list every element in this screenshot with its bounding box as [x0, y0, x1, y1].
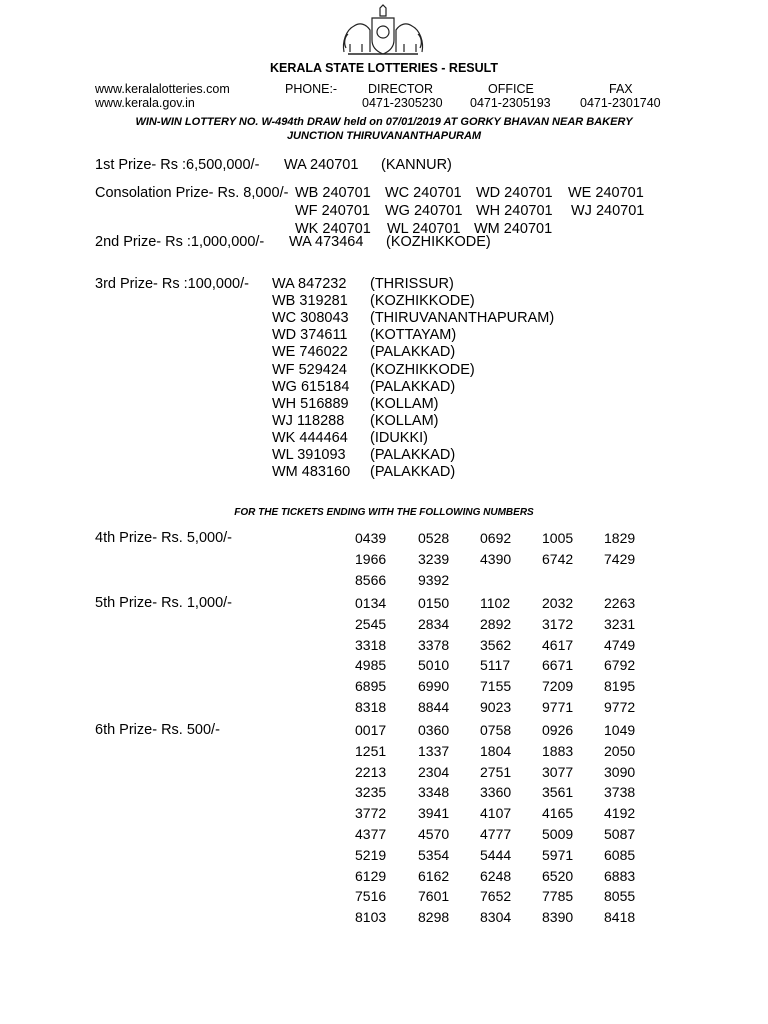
third-prize-ticket: WD 374611 — [272, 327, 348, 344]
third-prize-place: (KOZHIKKODE) — [370, 293, 475, 310]
sixth-prize-number: 3235 — [355, 784, 387, 801]
second-prize-place: (KOZHIKKODE) — [386, 234, 491, 250]
sixth-prize-number: 1883 — [542, 742, 574, 759]
fifth-prize-number: 3318 — [355, 636, 387, 653]
sixth-prize-number: 7652 — [480, 888, 512, 905]
director-label: DIRECTOR — [368, 82, 434, 96]
sixth-prize-number: 2050 — [604, 742, 636, 759]
consolation-prize-label: Consolation Prize- Rs. 8,000/- — [95, 185, 289, 201]
sixth-prize-number: 3941 — [418, 805, 450, 822]
sixth-prize-number: 3077 — [542, 763, 574, 780]
fourth-prize-number: 9392 — [418, 571, 450, 588]
consolation-ticket: WC 240701 — [385, 185, 462, 201]
third-prize-place: (PALAKKAD) — [370, 447, 456, 463]
sixth-prize-number: 8418 — [604, 909, 636, 926]
sixth-prize-number: 5971 — [542, 846, 574, 863]
sixth-prize-number: 0926 — [542, 722, 574, 738]
sixth-prize-number: 5219 — [355, 846, 387, 863]
second-prize-label: 2nd Prize- Rs :1,000,000/- — [95, 234, 265, 250]
third-prize-ticket: WH 516889 — [272, 395, 349, 412]
fifth-prize-number: 4985 — [355, 657, 387, 674]
third-prize-ticket: WB 319281 — [272, 293, 348, 310]
fourth-prize-number: 1005 — [542, 530, 574, 546]
first-prize-ticket: WA 240701 — [284, 157, 359, 173]
fourth-prize-number: 1966 — [355, 550, 387, 567]
sixth-prize-number: 5444 — [480, 846, 512, 863]
sixth-prize-number: 7516 — [355, 888, 387, 905]
fifth-prize-number: 8318 — [355, 699, 387, 715]
fifth-prize-number: 5010 — [418, 657, 450, 674]
second-prize-ticket: WA 473464 — [289, 234, 364, 250]
fax-label: FAX — [609, 82, 633, 96]
consolation-ticket: WE 240701 — [568, 185, 644, 201]
sixth-prize-number: 2213 — [355, 763, 387, 780]
fourth-prize-number: 6742 — [542, 550, 574, 567]
sixth-prize-number: 6162 — [418, 867, 450, 884]
fifth-prize-number: 3231 — [604, 615, 636, 632]
sixth-prize-number: 1337 — [418, 742, 450, 759]
sixth-prize-number: 0758 — [480, 722, 512, 738]
sixth-prize-number: 7601 — [418, 888, 450, 905]
fifth-prize-number: 9771 — [542, 699, 574, 715]
fifth-prize-number: 6895 — [355, 678, 387, 695]
fifth-prize-number: 3562 — [480, 636, 512, 653]
fourth-prize-number: 0528 — [418, 530, 450, 546]
consolation-ticket: WJ 240701 — [571, 203, 645, 219]
sixth-prize-number: 3738 — [604, 784, 636, 801]
fifth-prize-number: 5117 — [480, 657, 511, 674]
sixth-prize-number: 4107 — [480, 805, 512, 822]
fourth-prize-number: 3239 — [418, 550, 450, 567]
sixth-prize-number: 5354 — [418, 846, 450, 863]
first-prize-place: (KANNUR) — [381, 157, 452, 173]
sixth-prize-number: 3348 — [418, 784, 450, 801]
office-label: OFFICE — [488, 82, 534, 96]
fifth-prize-number: 9023 — [480, 699, 512, 715]
third-prize-place: (KOLLAM) — [370, 395, 439, 412]
third-prize-ticket: WC 308043 — [272, 310, 349, 327]
fifth-prize-number: 6792 — [604, 657, 636, 674]
sixth-prize-number: 6520 — [542, 867, 574, 884]
sixth-prize-number: 8055 — [604, 888, 636, 905]
sixth-prize-number: 4777 — [480, 826, 512, 842]
fifth-prize-number: 4749 — [604, 636, 636, 653]
consolation-ticket: WD 240701 — [476, 185, 553, 201]
sixth-prize-number: 6085 — [604, 846, 636, 863]
sixth-prize-number: 3561 — [542, 784, 574, 801]
third-prize-ticket: WG 615184 — [272, 378, 350, 395]
sixth-prize-label: 6th Prize- Rs. 500/- — [95, 722, 220, 738]
sixth-prize-number: 6248 — [480, 867, 512, 884]
sixth-prize-number: 8298 — [418, 909, 450, 926]
sixth-prize-number: 3360 — [480, 784, 512, 801]
third-prize-place: (KOLLAM) — [370, 412, 439, 429]
sixth-prize-number: 8103 — [355, 909, 387, 926]
fourth-prize-number: 0692 — [480, 530, 512, 546]
third-prize-place: (KOZHIKKODE) — [370, 361, 475, 378]
sixth-prize-number: 3090 — [604, 763, 636, 780]
fifth-prize-number: 6671 — [542, 657, 574, 674]
third-prize-ticket: WM 483160 — [272, 464, 351, 481]
consolation-ticket: WK 240701 — [295, 221, 371, 237]
third-prize-place: (THRISSUR) — [370, 276, 454, 292]
fifth-prize-number: 8844 — [418, 699, 450, 715]
sixth-prize-number: 4377 — [355, 826, 387, 842]
page-title: KERALA STATE LOTTERIES - RESULT — [269, 61, 498, 75]
fifth-prize-number: 2834 — [418, 615, 450, 632]
third-prize-ticket: WF 529424 — [272, 361, 347, 378]
fourth-prize-label: 4th Prize- Rs. 5,000/- — [95, 530, 232, 546]
office-phone: 0471-2305193 — [470, 96, 551, 110]
fifth-prize-number: 4617 — [542, 636, 574, 653]
fifth-prize-label: 5th Prize- Rs. 1,000/- — [95, 595, 232, 611]
first-prize-label: 1st Prize- Rs :6,500,000/- — [95, 157, 260, 173]
sixth-prize-number: 1251 — [355, 742, 387, 759]
third-prize-ticket: WK 444464 — [272, 429, 348, 446]
fourth-prize-number: 4390 — [480, 550, 512, 567]
sixth-prize-number: 8304 — [480, 909, 512, 926]
fourth-prize-number: 0439 — [355, 530, 387, 546]
consolation-ticket: WL 240701 — [387, 221, 461, 237]
fourth-prize-number: 8566 — [355, 571, 387, 588]
fifth-prize-number: 2545 — [355, 615, 387, 632]
consolation-ticket: WB 240701 — [295, 185, 371, 201]
website-link-1[interactable]: www.keralalotteries.com — [95, 82, 230, 96]
fifth-prize-number: 0150 — [418, 595, 450, 611]
consolation-ticket: WF 240701 — [295, 203, 370, 219]
draw-info-line-2: JUNCTION THIRUVANANTHAPURAM — [286, 130, 482, 142]
sixth-prize-number: 4192 — [604, 805, 636, 822]
third-prize-place: (PALAKKAD) — [370, 344, 456, 361]
fifth-prize-number: 3378 — [418, 636, 450, 653]
third-prize-ticket: WL 391093 — [272, 447, 346, 463]
fourth-prize-number: 1829 — [604, 530, 636, 546]
fifth-prize-number: 7155 — [480, 678, 512, 695]
third-prize-place: (PALAKKAD) — [370, 464, 456, 481]
draw-info-line-1: WIN-WIN LOTTERY NO. W-494th DRAW held on 07/01/2019 AT GORKY BHAVAN NEAR BAKERY — [135, 116, 633, 128]
sixth-prize-number: 7785 — [542, 888, 574, 905]
fifth-prize-number: 3172 — [542, 615, 574, 632]
fifth-prize-number: 2892 — [480, 615, 512, 632]
fifth-prize-number: 1102 — [480, 595, 511, 611]
fifth-prize-number: 2263 — [604, 595, 636, 611]
sixth-prize-number: 2304 — [418, 763, 450, 780]
consolation-ticket: WM 240701 — [474, 221, 553, 237]
fourth-prize-number: 7429 — [604, 550, 636, 567]
sixth-prize-number: 8390 — [542, 909, 574, 926]
fifth-prize-number: 7209 — [542, 678, 574, 695]
sixth-prize-number: 6129 — [355, 867, 387, 884]
third-prize-ticket: WE 746022 — [272, 344, 348, 361]
third-prize-place: (IDUKKI) — [370, 429, 428, 446]
consolation-ticket: WG 240701 — [385, 203, 463, 219]
fax-phone: 0471-2301740 — [580, 96, 661, 110]
fifth-prize-number: 8195 — [604, 678, 636, 695]
kerala-emblem-logo — [340, 4, 426, 58]
sixth-prize-number: 5009 — [542, 826, 574, 842]
sixth-prize-number: 6883 — [604, 867, 636, 884]
endings-heading: FOR THE TICKETS ENDING WITH THE FOLLOWING NUMBERS — [234, 507, 534, 518]
consolation-ticket: WH 240701 — [476, 203, 553, 219]
third-prize-ticket: WA 847232 — [272, 276, 347, 292]
sixth-prize-number: 3772 — [355, 805, 387, 822]
sixth-prize-number: 0360 — [418, 722, 450, 738]
third-prize-place: (KOTTAYAM) — [370, 327, 457, 344]
sixth-prize-number: 0017 — [355, 722, 387, 738]
fifth-prize-number: 6990 — [418, 678, 450, 695]
fifth-prize-number: 2032 — [542, 595, 574, 611]
sixth-prize-number: 4570 — [418, 826, 450, 842]
website-link-2[interactable]: www.kerala.gov.in — [95, 96, 195, 110]
sixth-prize-number: 1049 — [604, 722, 636, 738]
third-prize-place: (PALAKKAD) — [370, 378, 456, 395]
fifth-prize-number: 0134 — [355, 595, 387, 611]
fifth-prize-number: 9772 — [604, 699, 636, 715]
sixth-prize-number: 4165 — [542, 805, 574, 822]
director-phone: 0471-2305230 — [362, 96, 443, 110]
sixth-prize-number: 2751 — [480, 763, 512, 780]
sixth-prize-number: 1804 — [480, 742, 512, 759]
third-prize-place: (THIRUVANANTHAPURAM) — [370, 310, 555, 327]
phone-label: PHONE:- — [285, 82, 338, 96]
third-prize-ticket: WJ 118288 — [272, 412, 345, 429]
sixth-prize-number: 5087 — [604, 826, 636, 842]
third-prize-label: 3rd Prize- Rs :100,000/- — [95, 276, 249, 292]
